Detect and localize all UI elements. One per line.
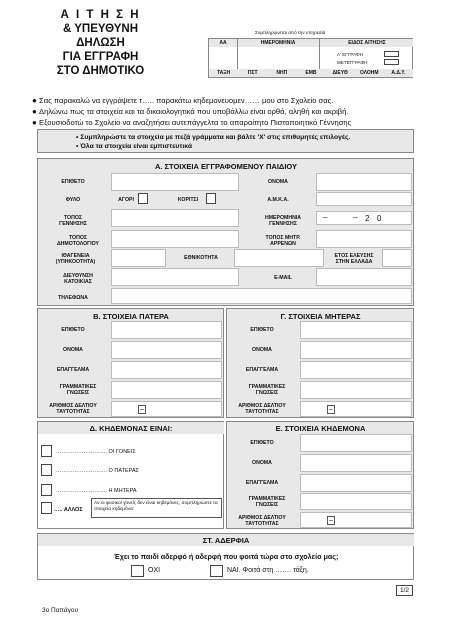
- mother-job-field[interactable]: [300, 361, 412, 379]
- guardian-literacy-field[interactable]: [300, 493, 412, 510]
- mother-id-field[interactable]: [300, 401, 412, 417]
- section-d: [37, 421, 224, 529]
- siblings-no-checkbox[interactable]: [131, 565, 144, 577]
- official-col-class: ΤΑΞΗ: [217, 70, 231, 76]
- mother-literacy-field[interactable]: [300, 381, 412, 399]
- official-col-ady: Α.Δ.Υ.: [391, 70, 406, 76]
- birthdate-field[interactable]: [316, 211, 412, 225]
- declaration-bullet: ● Σας παρακαλώ να εγγράψετε τ….. παρακάτω κηδεμονευομεν…… μου στο Σχολείο σας.: [32, 96, 334, 105]
- mother-surname-label: ΕΠΙΘΕΤΟ: [250, 327, 274, 333]
- father-id-field[interactable]: [111, 401, 222, 417]
- official-note: Συμπληρώνεται από την υπηρεσία: [255, 30, 326, 35]
- instruction-item: • Συμπληρώστε τα στοιχεία με πεζά γράμματα και βάλτε 'Χ' στις επιθυμητές επιλογές.: [76, 134, 351, 141]
- boy-checkbox[interactable]: [138, 193, 148, 204]
- siblings-no-label: ΟΧΙ: [148, 567, 161, 574]
- mother-checkbox[interactable]: [41, 484, 52, 496]
- year-digit-2: 2: [365, 214, 370, 223]
- municipality-label: ΤΟΠΟΣ ΔΗΜΟΤΟΛΟΓΙΟΥ: [56, 235, 100, 247]
- guardian-literacy-label: ΓΡΑΜΜΑΤΙΚΕΣ ΓΝΩΣΕΙΣ: [248, 496, 286, 508]
- father-surname-field[interactable]: [111, 321, 222, 339]
- email-label: E-MAIL: [274, 275, 292, 281]
- male-registry-label: ΤΟΠΟΣ ΜΗΤΡ. ΑΡΡΕΝΩΝ: [265, 235, 301, 247]
- child-name-field[interactable]: [316, 173, 412, 191]
- form-title: [38, 8, 163, 78]
- section-c-title: Γ. ΣΤΟΙΧΕΙΑ ΜΗΤΕΡΑΣ: [280, 312, 361, 321]
- footer-school: 3ο Παπάγου: [42, 607, 79, 614]
- email-field[interactable]: [316, 268, 412, 286]
- siblings-question: Έχει το παιδί αδερφό ή αδερφή που φοιτά τώρα στο σχολείο μας;: [113, 552, 339, 561]
- father-job-field[interactable]: [111, 361, 222, 379]
- mother-literacy-label: ΓΡΑΜΜΑΤΙΚΕΣ ΓΝΩΣΕΙΣ: [248, 384, 286, 396]
- section-c: [226, 308, 414, 418]
- other-note: Αν οι φυσικοί γονείς δεν είναι κηδεμόνες, συμπληρώστε τα στοιχεία κηδεμόνα:: [94, 501, 218, 512]
- mother-id-label: ΑΡΙΘΜΟΣ ΔΕΛΤΙΟΥ ΤΑΥΤΟΤΗΤΑΣ: [238, 403, 286, 415]
- arrival-year-field[interactable]: [382, 249, 412, 267]
- amka-field[interactable]: [316, 192, 412, 206]
- siblings-yes-checkbox[interactable]: [210, 565, 223, 577]
- section-e-title: Ε. ΣΤΟΙΧΕΙΑ ΚΗΔΕΜΟΝΑ: [275, 424, 366, 433]
- guardian-name-field[interactable]: [300, 454, 412, 472]
- guardian-id-dash: –: [327, 516, 335, 525]
- section-b-title: Β. ΣΤΟΙΧΕΙΑ ΠΑΤΕΡΑ: [93, 312, 169, 321]
- father-surname-label: ΕΠΙΘΕΤΟ: [61, 327, 85, 333]
- father-name-field[interactable]: [111, 341, 222, 359]
- address-field[interactable]: [111, 268, 239, 286]
- guardian-job-label: ΕΠΑΓΓΕΛΜΑ: [245, 480, 279, 486]
- instruction-item: • Όλα τα στοιχεία είναι εμπιστευτικά: [76, 143, 193, 150]
- other-checkbox[interactable]: [41, 502, 52, 514]
- child-surname-label: ΕΠΙΘΕΤΟ: [61, 179, 85, 185]
- mother-surname-field[interactable]: [300, 321, 412, 339]
- father-checkbox[interactable]: [41, 464, 52, 476]
- citizenship-label: ΙΘΑΓΕΝΕΙΑ (ΥΠΗΚΟΟΤΗΤΑ): [55, 253, 96, 265]
- municipality-field[interactable]: [111, 230, 239, 248]
- section-a: [37, 158, 414, 306]
- nationality-field[interactable]: [234, 249, 324, 267]
- section-b: [37, 308, 224, 418]
- boy-label: ΑΓΟΡΙ: [118, 197, 134, 203]
- amka-label: Α.Μ.Κ.Α.: [267, 197, 289, 203]
- child-surname-field[interactable]: [111, 173, 239, 191]
- declaration-bullet: ● Εξουσιοδοτώ το Σχολείο να αναζητήσει αυτεπάγγελτα το απαραίτητο Πιστοποιητικό Γέννησης: [32, 118, 352, 127]
- official-box: [208, 38, 413, 78]
- girl-checkbox[interactable]: [206, 193, 216, 204]
- guardian-id-label: ΑΡΙΘΜΟΣ ΔΕΛΤΙΟΥ ΤΑΥΤΟΤΗΤΑΣ: [238, 515, 286, 527]
- official-col-emb: ΕΜΒ: [305, 70, 317, 76]
- guardian-surname-label: ΕΠΙΘΕΤΟ: [250, 440, 274, 446]
- section-d-title: Δ. ΚΗΔΕΜΟΝΑΣ ΕΙΝΑΙ:: [89, 424, 173, 433]
- official-header-kind: ΕΙΔΟΣ ΑΙΤΗΣΗΣ: [348, 40, 386, 46]
- section-a-title: Α. ΣΤΟΙΧΕΙΑ ΕΓΓΡΑΦΟΜΕΝΟΥ ΠΑΙΔΙΟΥ: [154, 162, 298, 171]
- parents-option: ………………………. ΟΙ ΓΟΝΕΙΣ: [56, 449, 136, 455]
- first-registration-checkbox[interactable]: [384, 51, 399, 57]
- child-name-label: ΟΝΟΜΑ: [268, 179, 288, 185]
- birthplace-field[interactable]: [111, 209, 239, 227]
- girl-label: ΚΟΡΙΤΣΙ: [177, 197, 199, 203]
- citizenship-field[interactable]: [111, 249, 166, 267]
- birthdate-dash-1: –: [323, 213, 328, 222]
- arrival-year-label: ΕΤΟΣ ΕΛΕΥΣΗΣ ΣΤΗΝ ΕΛΛΑΔΑ: [334, 253, 374, 265]
- father-literacy-field[interactable]: [111, 381, 222, 399]
- birthplace-label: ΤΟΠΟΣ ΓΕΝΝΗΣΗΣ: [59, 215, 87, 227]
- guardian-name-label: ΟΝΟΜΑ: [252, 460, 272, 466]
- mother-option: ………………………. Η ΜΗΤΕΡΑ: [56, 488, 137, 494]
- phone-field[interactable]: [111, 288, 412, 304]
- mother-name-label: ΟΝΟΜΑ: [252, 347, 272, 353]
- gender-label: ΦΥΛΟ: [65, 197, 81, 203]
- guardian-surname-field[interactable]: [300, 434, 412, 452]
- father-option: ………………………. Ο ΠΑΤΕΡΑΣ: [56, 468, 139, 474]
- mother-id-dash: –: [327, 405, 335, 414]
- parents-checkbox[interactable]: [41, 445, 52, 457]
- section-e: [226, 421, 414, 529]
- birthdate-dash-2: –: [353, 213, 358, 222]
- instructions-box: [37, 129, 414, 153]
- father-name-label: ΟΝΟΜΑ: [63, 347, 83, 353]
- title-line-4: ΣΤΟ ΔΗΜΟΤΙΚΟ: [56, 65, 145, 77]
- year-digit-0: 0: [377, 214, 382, 223]
- mother-name-field[interactable]: [300, 341, 412, 359]
- section-st: [37, 533, 414, 580]
- official-col-pst: ΠΣΤ: [247, 70, 258, 76]
- official-header-date: ΗΜΕΡΟΜΗΝΙΑ: [260, 40, 296, 46]
- declaration-bullets: [32, 95, 427, 128]
- title-line-2: & ΥΠΕΥΘΥΝΗ ΔΗΛΩΣΗ: [62, 23, 139, 49]
- official-kind-first: Α' ΕΓΓΡΑΦΗ: [337, 52, 363, 57]
- mother-job-label: ΕΠΑΓΓΕΛΜΑ: [245, 367, 279, 373]
- guardian-id-field[interactable]: [300, 512, 412, 528]
- official-kind-transfer: ΜΕΤΕΓΓΡΑΦΗ: [337, 60, 368, 65]
- birthdate-label: ΗΜΕΡΟΜΗΝΙΑ ΓΕΝΝΗΣΗΣ: [264, 215, 302, 227]
- phone-label: ΤΗΛΕΦΩΝΑ: [58, 295, 88, 301]
- father-job-label: ΕΠΑΓΓΕΛΜΑ: [56, 367, 90, 373]
- official-col-dieuth: ΔΙΕΥΘ: [332, 70, 348, 76]
- nationality-label: ΕΘΝΙΚΟΤΗΤΑ: [184, 255, 218, 261]
- father-literacy-label: ΓΡΑΜΜΑΤΙΚΕΣ ΓΝΩΣΕΙΣ: [59, 384, 97, 396]
- title-line-1: Α Ι Τ Η Σ Η: [60, 9, 141, 21]
- page-number: 1/2: [396, 585, 413, 596]
- siblings-yes-label: ΝΑΙ. Φοιτά στη ……. τάξη.: [227, 567, 309, 574]
- official-header-aa: ΑΑ: [219, 40, 227, 46]
- title-line-3: ΓΙΑ ΕΓΓΡΑΦΗ: [62, 51, 139, 63]
- address-label: ΔΙΕΥΘΥΝΣΗ ΚΑΤΟΙΚΙΑΣ: [63, 273, 93, 285]
- father-id-label: ΑΡΙΘΜΟΣ ΔΕΛΤΙΟΥ ΤΑΥΤΟΤΗΤΑΣ: [49, 403, 97, 415]
- male-registry-field[interactable]: [316, 230, 412, 248]
- guardian-job-field[interactable]: [300, 474, 412, 492]
- father-id-dash: –: [138, 405, 146, 414]
- official-col-oloim: ΟΛΟΗΜ: [359, 70, 379, 76]
- transfer-checkbox[interactable]: [384, 59, 399, 65]
- other-option: ….. ΑΛΛΟΣ: [54, 507, 83, 513]
- official-col-nip: ΝΗΠ: [276, 70, 288, 76]
- section-st-title: ΣΤ. ΑΔΕΡΦΙΑ: [202, 536, 250, 545]
- declaration-bullet: ● Δηλώνω πως τα στοιχεία και τα δικαιολογητικά που υποβάλλω είναι ορθά, αληθή και ακριβή.: [32, 107, 349, 116]
